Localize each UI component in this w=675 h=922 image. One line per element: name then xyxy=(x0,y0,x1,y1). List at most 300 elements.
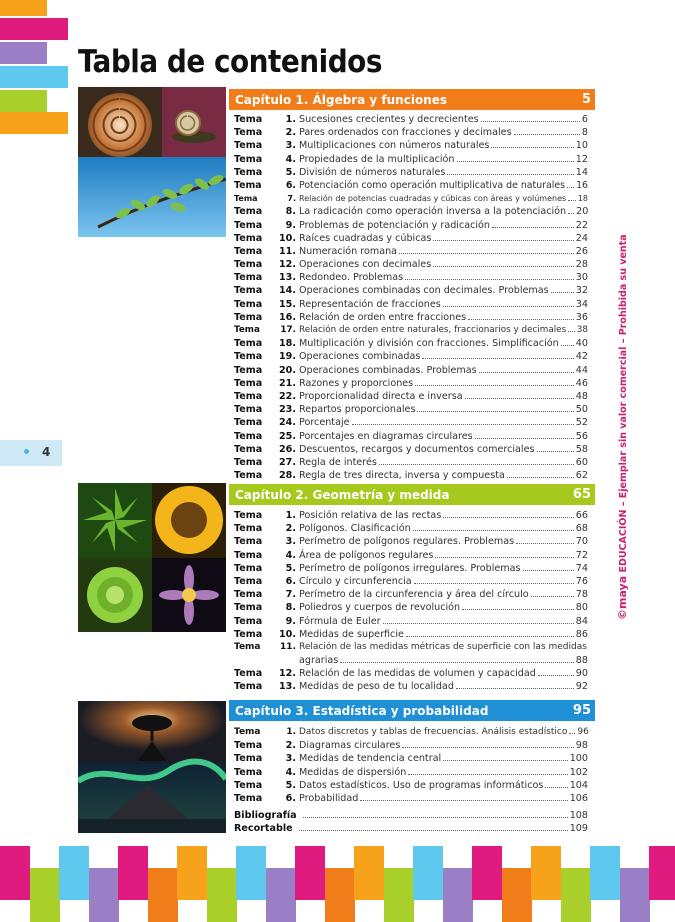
topic-label: Tema xyxy=(234,456,263,468)
topic-number: 27. xyxy=(279,456,296,468)
topic-number: 2. xyxy=(285,740,296,752)
chapter-2-image xyxy=(78,483,226,632)
topic-page: 16 xyxy=(576,179,588,191)
dot-leader xyxy=(417,411,573,412)
topic-label: Tema xyxy=(234,523,263,535)
topic-title: Multiplicaciones con números naturales xyxy=(299,140,490,152)
toc-row[interactable] xyxy=(234,549,588,562)
topic-page: 66 xyxy=(575,510,588,521)
topic-page: 102 xyxy=(569,766,588,778)
dot-leader xyxy=(443,306,574,307)
decor-bottom-bar xyxy=(472,846,502,900)
toc-row[interactable] xyxy=(234,562,588,575)
toc-row[interactable] xyxy=(234,324,588,337)
toc-row[interactable] xyxy=(234,416,588,429)
topic-number: 4. xyxy=(285,549,296,561)
toc-row[interactable] xyxy=(234,205,588,218)
topic-number: 6. xyxy=(285,575,296,587)
dot-leader xyxy=(457,161,574,162)
dot-leader xyxy=(399,253,574,254)
decor-strip-purple xyxy=(0,42,47,64)
topic-page: 12 xyxy=(575,153,588,165)
topic-label: Tema xyxy=(234,779,263,791)
topic-number: 2. xyxy=(285,127,296,139)
dot-leader xyxy=(433,240,573,241)
topic-label: Tema xyxy=(234,727,261,737)
topic-page: 100 xyxy=(569,753,588,765)
extra-row[interactable] xyxy=(234,809,588,822)
topic-number: 21. xyxy=(279,377,296,389)
topic-number: 1. xyxy=(285,510,296,521)
topic-title: Datos discretos y tablas de frecuencias. Análisis estadístico xyxy=(299,727,568,737)
dot-leader xyxy=(414,583,574,584)
decor-bottom-bar xyxy=(30,868,60,922)
chapter-1-header[interactable] xyxy=(229,89,595,110)
topic-label: Tema xyxy=(234,114,263,125)
topic-page: 98 xyxy=(575,740,588,752)
topic-title: Operaciones combinadas con decimales. Problemas xyxy=(299,285,549,297)
dot-leader xyxy=(422,358,573,359)
topic-page: 34 xyxy=(575,298,588,310)
toc-row[interactable] xyxy=(234,535,588,548)
topic-number: 24. xyxy=(279,417,296,429)
decor-bottom-bar xyxy=(413,846,443,900)
topic-title: Pares ordenados con fracciones y decimales xyxy=(299,127,512,139)
topic-page: 52 xyxy=(575,417,588,429)
chapter-page-number: 95 xyxy=(572,703,591,718)
topic-page: 68 xyxy=(575,523,588,535)
toc-row[interactable] xyxy=(234,311,588,324)
topic-label: Tema xyxy=(234,166,263,178)
topic-label: Tema xyxy=(234,792,263,804)
topic-title: Raíces cuadradas y cúbicas xyxy=(299,232,432,244)
toc-row[interactable] xyxy=(234,153,588,166)
topic-page: 62 xyxy=(575,470,588,482)
decor-bottom-bar xyxy=(118,846,148,900)
topic-page: 30 xyxy=(575,272,588,284)
chapter-3-header[interactable] xyxy=(229,700,595,721)
toc-row[interactable] xyxy=(234,337,588,350)
topic-page: 104 xyxy=(569,779,588,791)
topic-number: 8. xyxy=(285,602,296,614)
topic-page: 6 xyxy=(581,114,588,125)
topic-title: Problemas de potenciación y radicación xyxy=(299,219,491,231)
topic-label: Tema xyxy=(234,325,260,335)
topic-page: 78 xyxy=(575,589,588,601)
topic-page: 72 xyxy=(575,549,588,561)
topic-label: Tema xyxy=(234,298,263,310)
topic-title: Sucesiones crecientes y decrecientes xyxy=(299,114,479,125)
extras-list xyxy=(234,809,588,835)
chapter-2-header[interactable] xyxy=(229,484,595,505)
topic-title: Posición relativa de las rectas xyxy=(299,510,442,521)
topic-page: 90 xyxy=(575,668,588,680)
decor-bottom-bar xyxy=(59,846,89,900)
topic-title: Medidas de peso de tu localidad xyxy=(299,681,454,693)
chapter-page-number: 65 xyxy=(572,487,591,502)
topic-page: 24 xyxy=(575,232,588,244)
extra-page: 109 xyxy=(569,823,588,835)
topic-page: 84 xyxy=(575,615,588,627)
topic-number: 12. xyxy=(279,259,296,271)
topic-page: 88 xyxy=(575,655,588,667)
dot-leader xyxy=(462,609,574,610)
topic-label: Tema xyxy=(234,641,261,652)
topic-title: División de números naturales xyxy=(299,166,446,178)
decor-bottom-bar xyxy=(384,868,414,922)
dot-leader xyxy=(299,830,568,831)
topic-page: 32 xyxy=(575,285,588,297)
topic-label: Tema xyxy=(234,179,262,191)
topic-number: 13. xyxy=(279,681,296,693)
topic-label: Tema xyxy=(234,510,263,521)
topic-title: Diagramas circulares xyxy=(299,740,401,752)
topic-page: 58 xyxy=(575,443,588,455)
decor-bottom-bar xyxy=(0,846,30,900)
dot-leader xyxy=(443,760,568,761)
topic-title: Propiedades de la multiplicación xyxy=(299,153,455,165)
toc-row[interactable] xyxy=(234,166,588,179)
toc-row[interactable] xyxy=(234,615,588,628)
toc-row[interactable] xyxy=(234,628,588,641)
toc-row[interactable] xyxy=(234,245,588,258)
toc-row[interactable] xyxy=(234,522,588,535)
topic-page: 20 xyxy=(576,206,589,218)
dot-leader xyxy=(383,623,574,624)
decor-bottom-bar xyxy=(266,868,296,922)
topic-title: Operaciones combinadas. Problemas xyxy=(299,364,477,376)
topic-number: 5. xyxy=(285,562,296,574)
topic-number: 3. xyxy=(285,140,296,152)
topic-number: 25. xyxy=(279,430,296,442)
extra-label: Recortable xyxy=(234,823,293,835)
topic-title: Poliedros y cuerpos de revolución xyxy=(299,602,461,614)
decor-bottom-bar xyxy=(531,846,561,900)
dot-leader xyxy=(507,477,574,478)
topic-number: 22. xyxy=(279,390,296,402)
dot-leader xyxy=(475,438,574,439)
topic-page: 70 xyxy=(575,536,588,548)
dot-leader xyxy=(435,557,573,558)
dot-leader xyxy=(568,200,576,201)
decor-strip-orange xyxy=(0,112,68,134)
toc-row[interactable] xyxy=(234,284,588,297)
dot-leader xyxy=(538,675,574,676)
toc-row[interactable] xyxy=(234,219,588,232)
decor-bottom-bar xyxy=(207,868,237,922)
topic-number: 11. xyxy=(279,245,296,257)
toc-row[interactable] xyxy=(234,575,588,588)
topic-label: Tema xyxy=(234,285,263,297)
topic-title: Porcentajes en diagramas circulares xyxy=(299,430,473,442)
topic-title: Perímetro de la circunferencia y área del círculo xyxy=(299,589,529,601)
dot-leader xyxy=(405,279,574,280)
toc-row[interactable] xyxy=(234,430,588,443)
topic-page: 46 xyxy=(575,377,588,389)
topic-number: 1. xyxy=(286,727,296,737)
topic-label: Tema xyxy=(234,311,263,323)
dot-leader xyxy=(447,174,573,175)
toc-row[interactable] xyxy=(234,179,588,192)
chapter-3-image xyxy=(78,701,226,833)
toc-row[interactable] xyxy=(234,403,588,416)
topic-label: Tema xyxy=(234,194,258,204)
toc-row[interactable] xyxy=(234,779,588,792)
topic-title: Regla de tres directa, inversa y compuesta xyxy=(299,470,505,482)
toc-row[interactable] xyxy=(234,726,588,739)
toc-row[interactable] xyxy=(234,601,588,614)
topic-label: Tema xyxy=(234,153,263,165)
topic-label: Tema xyxy=(234,245,263,257)
toc-row[interactable] xyxy=(234,126,588,139)
dot-leader xyxy=(523,570,574,571)
topic-page: 14 xyxy=(575,166,588,178)
topic-label: Tema xyxy=(234,206,263,218)
topic-number: 11. xyxy=(280,641,296,652)
chapter-title: Capítulo 2. Geometría y medida xyxy=(235,487,450,502)
topic-title: Medidas de tendencia central xyxy=(299,753,442,765)
dot-leader xyxy=(402,747,573,748)
topic-page: 40 xyxy=(575,338,588,350)
topic-number: 16. xyxy=(279,311,296,323)
dot-leader xyxy=(443,517,573,518)
topic-number: 13. xyxy=(279,272,296,284)
dot-leader xyxy=(492,227,574,228)
topic-page: 80 xyxy=(575,602,588,614)
topic-title: Relación de orden entre naturales, fraccionarios y decimales xyxy=(299,325,567,335)
dot-leader xyxy=(568,213,574,214)
decor-bottom-bar xyxy=(354,846,384,900)
topic-label: Tema xyxy=(234,259,263,271)
dot-leader xyxy=(360,800,567,801)
topic-label: Tema xyxy=(234,417,263,429)
topic-title: Área de polígonos regulares xyxy=(299,549,434,561)
topic-title: Redondeo. Problemas xyxy=(299,272,404,284)
decor-bottom-bar xyxy=(295,846,325,900)
topic-number: 20. xyxy=(279,364,296,376)
topic-number: 10. xyxy=(279,232,296,244)
toc-row[interactable] xyxy=(234,443,588,456)
topic-number: 17. xyxy=(280,325,296,335)
toc-row[interactable] xyxy=(234,258,588,271)
topic-number: 10. xyxy=(279,628,296,640)
topic-label: Tema xyxy=(234,575,263,587)
page-number: 4 xyxy=(42,445,51,459)
dot-leader xyxy=(465,398,574,399)
toc-row[interactable] xyxy=(234,792,588,805)
topic-number: 26. xyxy=(279,443,296,455)
topic-page: 86 xyxy=(575,628,588,640)
topic-label: Tema xyxy=(234,681,263,693)
dot-leader xyxy=(479,372,574,373)
topic-title: Operaciones combinadas xyxy=(299,351,421,363)
topic-page: 18 xyxy=(577,194,588,204)
topic-label: Tema xyxy=(234,615,263,627)
topic-label: Tema xyxy=(234,470,263,482)
toc-row[interactable] xyxy=(234,667,588,680)
dot-leader xyxy=(567,187,574,188)
topic-number: 28. xyxy=(279,470,296,482)
topic-title: Potenciación como operación multiplicativa de naturales xyxy=(299,179,566,191)
topic-title: Polígonos. Clasificación xyxy=(299,523,411,535)
decor-bottom-bar xyxy=(502,868,532,922)
topic-page: 42 xyxy=(575,351,588,363)
dot-leader xyxy=(569,733,575,734)
topic-label: Tema xyxy=(234,430,263,442)
side-copyright-text xyxy=(616,234,629,620)
topic-page: 96 xyxy=(577,727,589,737)
topic-title: Operaciones con decimales xyxy=(299,259,432,271)
topic-label: Tema xyxy=(234,127,263,139)
toc-row[interactable] xyxy=(234,390,588,403)
topic-label: Tema xyxy=(234,351,263,363)
dot-leader xyxy=(456,688,574,689)
dot-leader xyxy=(561,345,574,346)
decor-bottom-bar xyxy=(236,846,266,900)
toc-row[interactable] xyxy=(234,641,588,654)
page-number-dot xyxy=(24,449,29,454)
topic-page: 92 xyxy=(575,681,588,693)
toc-row[interactable] xyxy=(234,588,588,601)
toc-row[interactable] xyxy=(234,456,588,469)
dot-leader xyxy=(433,266,574,267)
toc-row[interactable] xyxy=(234,680,588,693)
topic-title: Relación de potencias cuadradas y cúbicas con áreas y volúmenes xyxy=(299,194,567,204)
chapter-1-image xyxy=(78,87,226,237)
topic-label: Tema xyxy=(234,219,263,231)
topic-page: 26 xyxy=(575,245,588,257)
page-number-tab xyxy=(0,440,62,466)
dot-leader xyxy=(352,424,574,425)
topic-label: Tema xyxy=(234,549,263,561)
page-title: Tabla de contenidos xyxy=(78,44,382,80)
topic-label: Tema xyxy=(234,377,263,389)
toc-row[interactable] xyxy=(234,232,588,245)
toc-row[interactable] xyxy=(234,113,588,126)
dot-leader xyxy=(491,147,573,148)
topic-label: Tema xyxy=(234,602,263,614)
extra-page: 108 xyxy=(569,810,588,821)
dot-leader xyxy=(545,787,567,788)
decor-bottom-bar xyxy=(620,868,650,922)
dot-leader xyxy=(537,451,574,452)
topic-title: Medidas de superficie xyxy=(299,628,404,640)
toc-row[interactable] xyxy=(234,139,588,152)
topic-number: 12. xyxy=(279,668,296,680)
topic-label: Tema xyxy=(234,753,263,765)
topic-title: Datos estadísticos. Uso de programas informáticos xyxy=(299,779,544,791)
topic-title: Porcentaje xyxy=(299,417,350,429)
topic-page: 48 xyxy=(575,390,588,402)
topic-number: 2. xyxy=(285,523,296,535)
topic-title: Probabilidad xyxy=(299,792,359,804)
toc-row[interactable] xyxy=(234,192,588,205)
topic-number: 19. xyxy=(279,351,296,363)
decor-bottom-bar xyxy=(89,868,119,922)
topic-number: 7. xyxy=(287,194,296,204)
geometry-nature-collage xyxy=(78,483,226,632)
chapter-title: Capítulo 1. Álgebra y funciones xyxy=(235,92,448,107)
decor-bottom-bar xyxy=(649,846,675,900)
decor-strip-pink xyxy=(0,0,47,16)
chapter-title: Capítulo 3. Estadística y probabilidad xyxy=(235,703,489,718)
dot-leader xyxy=(340,662,574,663)
topic-number: 4. xyxy=(285,766,296,778)
topic-number: 6. xyxy=(285,179,296,191)
topic-title: Razones y proporciones xyxy=(299,377,414,389)
topic-page: 28 xyxy=(575,259,588,271)
toc-row[interactable] xyxy=(234,377,588,390)
topic-page: 56 xyxy=(575,430,588,442)
toc-row[interactable] xyxy=(234,752,588,765)
extra-row[interactable] xyxy=(234,822,588,835)
toc-row-continuation[interactable] xyxy=(234,654,588,667)
topic-label: Tema xyxy=(234,589,263,601)
topic-title: Multiplicación y división con fracciones. Simplificación xyxy=(299,338,559,350)
topic-page: 60 xyxy=(575,456,588,468)
dot-leader xyxy=(408,774,567,775)
toc-row[interactable] xyxy=(234,469,588,482)
topic-label: Tema xyxy=(234,668,263,680)
topic-page: 106 xyxy=(569,792,588,804)
toc-row[interactable] xyxy=(234,298,588,311)
topic-number: 1. xyxy=(285,114,296,125)
topic-label: Tema xyxy=(234,766,263,778)
topic-page: 22 xyxy=(575,219,588,231)
topic-label: Tema xyxy=(234,740,263,752)
topic-number: 15. xyxy=(279,298,296,310)
dot-leader xyxy=(514,134,580,135)
topic-title-continued: agrarias xyxy=(299,655,339,667)
topic-page: 8 xyxy=(581,127,588,139)
topic-page: 10 xyxy=(575,140,588,152)
decor-strip-pink xyxy=(0,18,68,40)
toc-row[interactable] xyxy=(234,509,588,522)
extra-label: Bibliografía xyxy=(234,810,297,821)
decor-bottom-bar xyxy=(590,846,620,900)
topic-label: Tema xyxy=(234,443,263,455)
topic-page: 50 xyxy=(575,404,588,416)
dot-leader xyxy=(379,464,574,465)
topic-label: Tema xyxy=(234,364,263,376)
topic-title: Descuentos, recargos y documentos comerciales xyxy=(299,443,535,455)
nature-photo-collage xyxy=(78,87,226,237)
dot-leader xyxy=(516,543,574,544)
topic-label: Tema xyxy=(234,338,263,350)
decor-bottom-bar xyxy=(177,846,207,900)
topic-title: Círculo y circunferencia xyxy=(299,575,412,587)
topic-title: Proporcionalidad directa e inversa xyxy=(299,390,463,402)
decor-bottom-bar xyxy=(443,868,473,922)
topic-number: 8. xyxy=(285,206,296,218)
toc-row[interactable] xyxy=(234,271,588,284)
toc-row[interactable] xyxy=(234,766,588,779)
topic-title: Representación de fracciones xyxy=(299,298,441,310)
topic-number: 14. xyxy=(279,285,296,297)
chapter-page-number: 5 xyxy=(581,92,591,107)
topic-page: 74 xyxy=(575,562,588,574)
topic-number: 9. xyxy=(285,615,296,627)
dot-leader xyxy=(468,319,574,320)
toc-row[interactable] xyxy=(234,364,588,377)
topic-number: 3. xyxy=(285,536,296,548)
dot-leader xyxy=(303,817,568,818)
topic-number: 5. xyxy=(285,779,296,791)
topic-title: Medidas de dispersión xyxy=(299,766,407,778)
dot-leader xyxy=(531,596,574,597)
toc-row[interactable] xyxy=(234,350,588,363)
toc-row[interactable] xyxy=(234,739,588,752)
